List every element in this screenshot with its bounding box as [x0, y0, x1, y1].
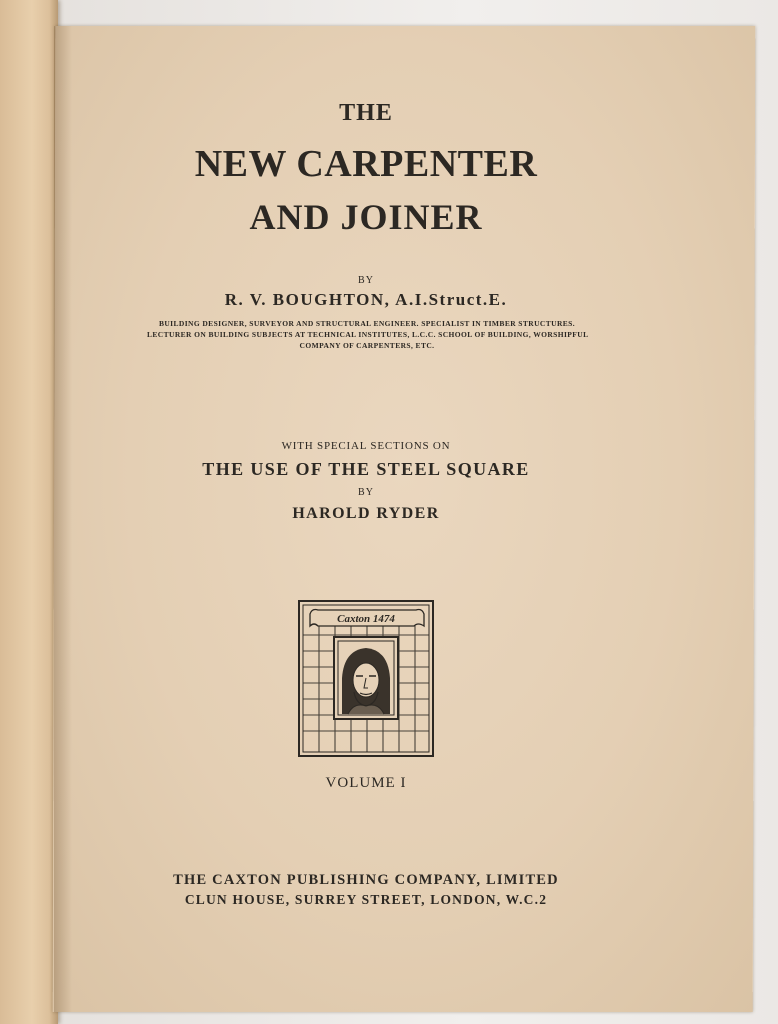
emblem-banner-text: Caxton 1474: [337, 613, 395, 625]
special-section-subject: THE USE OF THE STEEL SQUARE: [202, 459, 530, 479]
author-credentials-line3: COMPANY OF CARPENTERS, ETC.: [299, 341, 435, 350]
publisher-name: THE CAXTON PUBLISHING COMPANY, LIMITED: [173, 872, 559, 888]
author-credentials-line1: BUILDING DESIGNER, SURVEYOR AND STRUCTURAL ENGINEER. SPECIALIST IN TIMBER STRUCTURES.: [158, 319, 576, 328]
special-sections-label: WITH SPECIAL SECTIONS ON: [281, 440, 451, 452]
book-title-line1: NEW CARPENTER: [194, 143, 538, 185]
caxton-emblem-icon: [298, 600, 434, 757]
previous-page-edge: [0, 0, 58, 1024]
by-label-2: BY: [358, 487, 374, 498]
publisher-address: CLUN HOUSE, SURREY STREET, LONDON, W.C.2: [184, 892, 548, 907]
contributor-name: HAROLD RYDER: [292, 505, 440, 522]
author-credentials-line2: LECTURER ON BUILDING SUBJECTS AT TECHNICAL INSTITUTES, L.C.C. SCHOOL OF BUILDING, WORSHIPFUL: [147, 330, 589, 339]
volume-label: VOLUME I: [325, 775, 407, 791]
book-title-line2: AND JOINER: [249, 197, 483, 237]
title-article: THE: [339, 100, 393, 126]
author-name: R. V. BOUGHTON, A.I.Struct.E.: [224, 290, 508, 309]
by-label: BY: [358, 275, 374, 286]
